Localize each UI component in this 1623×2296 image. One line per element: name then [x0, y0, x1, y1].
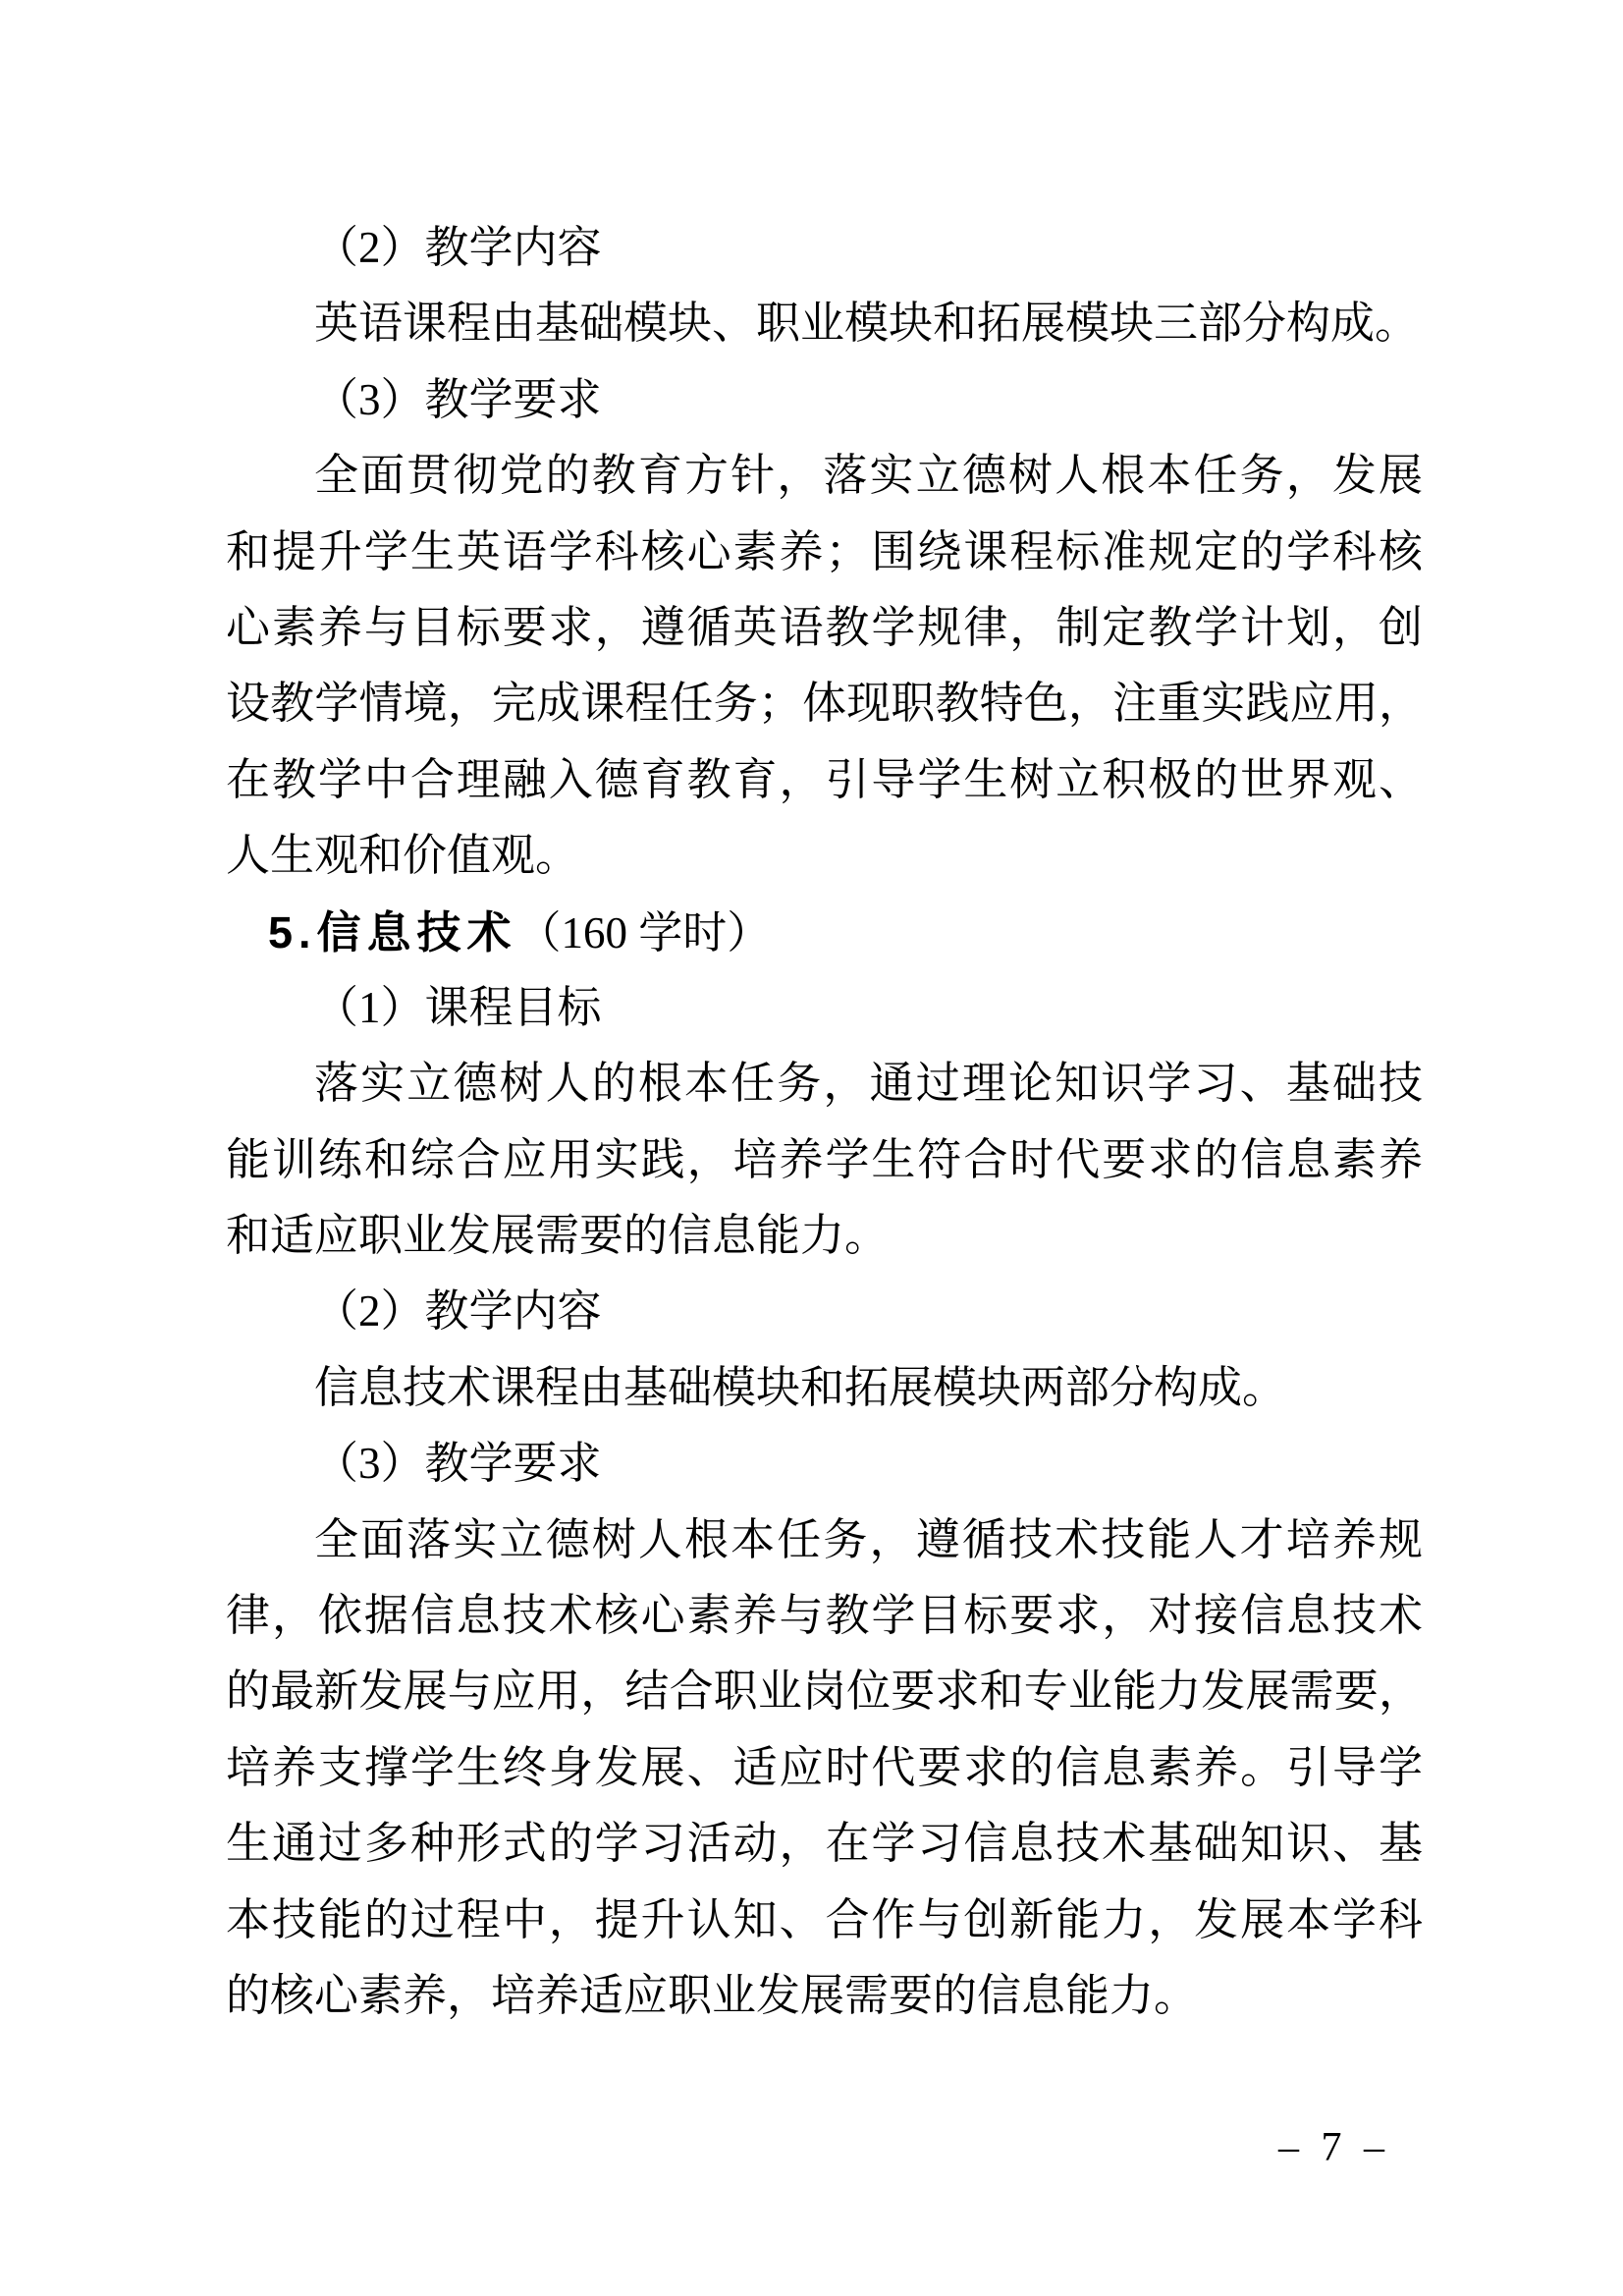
- text-line: 信息技术课程由基础模块和拓展模块两部分构成。: [314, 1362, 1287, 1412]
- text-line: 全面落实立德树人根本任务，遵循技术技能人才培养规: [314, 1514, 1423, 1564]
- text-line: 和适应职业发展需要的信息能力。: [226, 1211, 890, 1261]
- sub-heading: （3）教学要求: [314, 374, 602, 424]
- text-line: 的最新发展与应用，结合职业岗位要求和专业能力发展需要，: [226, 1667, 1423, 1717]
- text-line: 律，依据信息技术核心素养与教学目标要求，对接信息技术: [226, 1591, 1423, 1641]
- text-line: 英语课程由基础模块、职业模块和拓展模块三部分构成。: [314, 299, 1420, 349]
- sub-heading: （2）教学内容: [314, 1286, 602, 1337]
- page-number: – 7 –: [1278, 2125, 1390, 2170]
- text-line: 本技能的过程中，提升认知、合作与创新能力，发展本学科: [226, 1894, 1423, 1944]
- section-heading: [226, 895, 1423, 970]
- sub-heading: （2）教学内容: [314, 223, 602, 272]
- text-line: 的核心素养，培养适应职业发展需要的信息能力。: [226, 1970, 1199, 2020]
- heading-number-title: 5.信息技术: [268, 906, 517, 957]
- text-line: 设教学情境，完成课程任务；体现职教特色，注重实践应用，: [226, 679, 1423, 729]
- heading-hours: （160 学时）: [516, 907, 772, 957]
- text-line: 在教学中合理融入德育教育，引导学生树立积极的世界观、: [226, 754, 1423, 804]
- sub-heading: （1）课程目标: [314, 982, 602, 1032]
- document-body: [226, 210, 1423, 2034]
- text-line: 全面贯彻党的教育方针，落实立德树人根本任务，发展: [314, 451, 1423, 501]
- text-line: 生通过多种形式的学习活动，在学习信息技术基础知识、基: [226, 1819, 1423, 1869]
- text-line: 培养支撑学生终身发展、适应时代要求的信息素养。引导学: [226, 1742, 1423, 1792]
- text-line: 人生观和价值观。: [226, 831, 580, 881]
- text-line: 落实立德树人的根本任务，通过理论知识学习、基础技: [314, 1059, 1423, 1109]
- sub-heading: （3）教学要求: [314, 1439, 602, 1489]
- text-line: 能训练和综合应用实践，培养学生符合时代要求的信息素养: [226, 1134, 1423, 1184]
- text-line: 和提升学生英语学科核心素养；围绕课程标准规定的学科核: [226, 526, 1423, 576]
- text-line: 心素养与目标要求，遵循英语教学规律，制定教学计划，创: [226, 602, 1423, 652]
